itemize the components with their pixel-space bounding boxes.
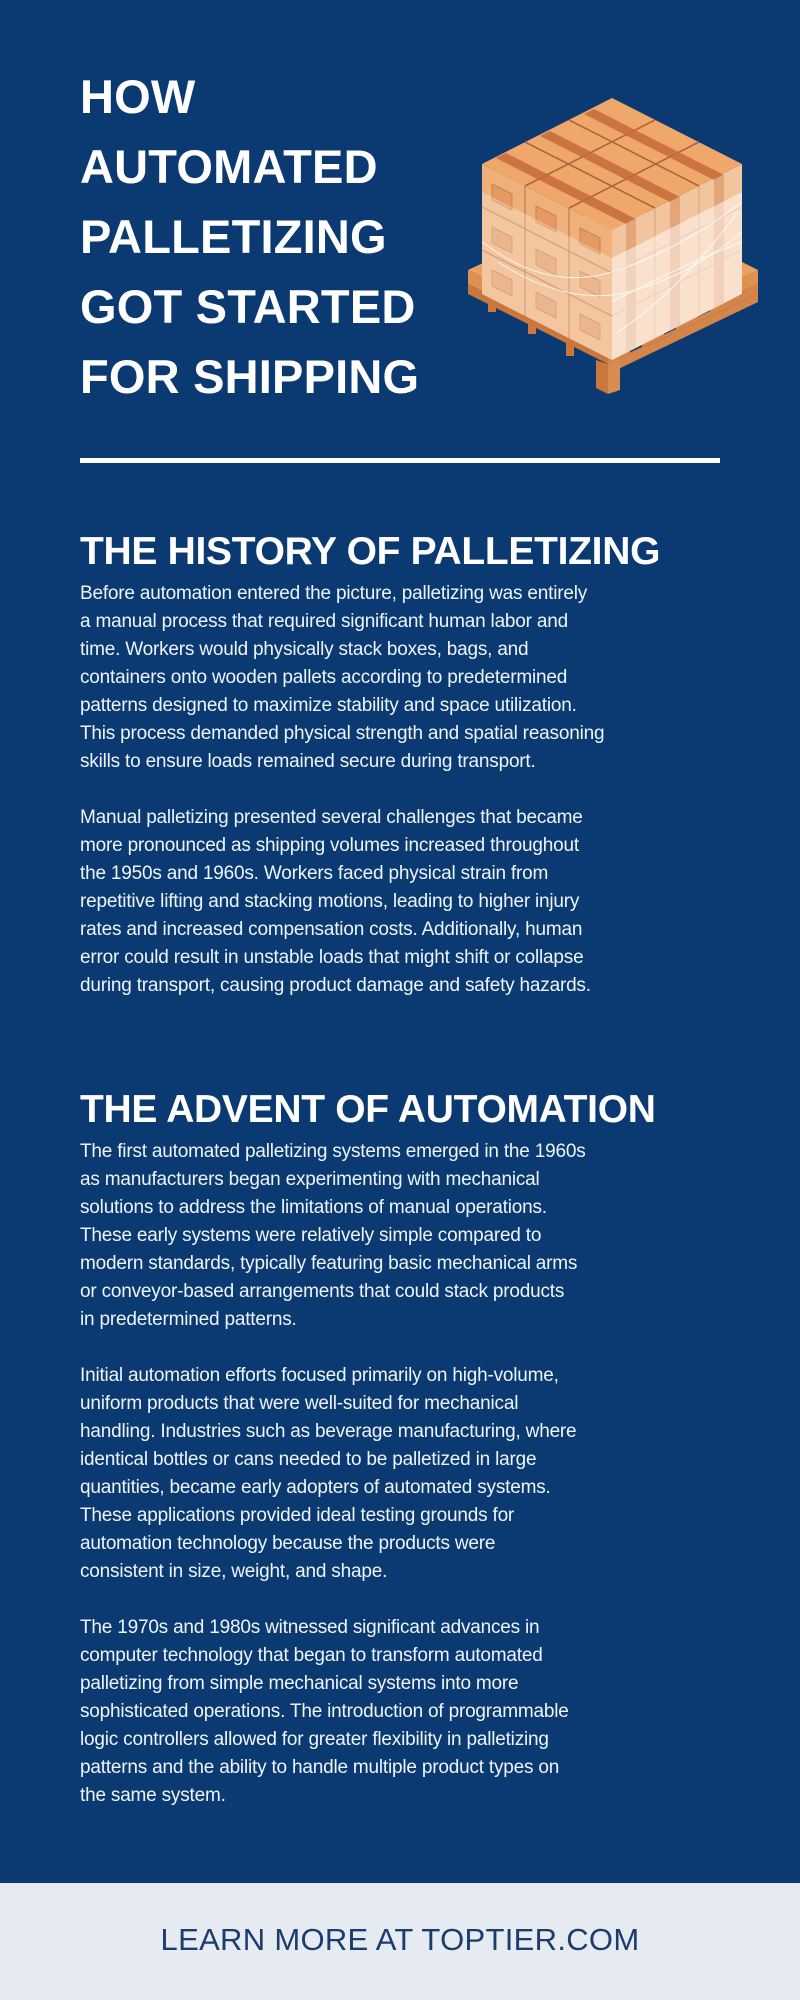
text-line: modern standards, typically featuring basic mechanical arms	[80, 1253, 578, 1274]
footer	[0, 1883, 800, 2000]
text-line: patterns and the ability to handle multiple product types on	[80, 1757, 560, 1778]
text-line: Initial automation efforts focused primarily on high-volume,	[80, 1365, 559, 1386]
text-line: consistent in size, weight, and shape.	[80, 1561, 388, 1582]
text-line: These applications provided ideal testing grounds for	[80, 1505, 515, 1526]
text-line: computer technology that began to transform automated	[80, 1645, 543, 1666]
title-line: GOT STARTED	[80, 280, 416, 333]
paragraph	[80, 1138, 730, 1334]
text-line: error could result in unstable loads that might shift or collapse	[80, 947, 584, 968]
text-line: The 1970s and 1980s witnessed significant advances in	[80, 1617, 540, 1638]
paragraph	[80, 1362, 730, 1586]
text-line: during transport, causing product damage and safety hazards.	[80, 975, 591, 996]
text-line: the same system.	[80, 1785, 226, 1806]
page-title	[80, 62, 460, 412]
text-line: This process demanded physical strength and spatial reasoning	[80, 723, 605, 744]
text-line: or conveyor-based arrangements that could stack products	[80, 1281, 565, 1302]
text-line: handling. Industries such as beverage manufacturing, where	[80, 1421, 577, 1442]
text-line: a manual process that required significant human labor and	[80, 611, 568, 632]
text-line: time. Workers would physically stack boxes, bags, and	[80, 639, 529, 660]
text-line: sophisticated operations. The introduction of programmable	[80, 1701, 569, 1722]
title-line: FOR SHIPPING	[80, 350, 420, 403]
title-line: PALLETIZING	[80, 210, 387, 263]
text-line: The first automated palletizing systems emerged in the 1960s	[80, 1141, 586, 1162]
text-line: as manufacturers began experimenting with mechanical	[80, 1169, 540, 1190]
text-line: the 1950s and 1960s. Workers faced physical strain from	[80, 863, 549, 884]
text-line: patterns designed to maximize stability and space utilization.	[80, 695, 577, 716]
section-heading: THE HISTORY OF PALLETIZING	[80, 530, 661, 573]
paragraph	[80, 804, 730, 1000]
learn-more-link[interactable]: LEARN MORE AT TOPTIER.COM	[160, 1921, 640, 1957]
text-line: Manual palletizing presented several challenges that became	[80, 807, 583, 828]
text-line: in predetermined patterns.	[80, 1309, 297, 1330]
title-line: HOW	[80, 70, 196, 123]
text-line: logic controllers allowed for greater flexibility in palletizing	[80, 1729, 549, 1750]
paragraph	[80, 1614, 730, 1810]
text-line: uniform products that were well-suited for mechanical	[80, 1393, 519, 1414]
text-line: more pronounced as shipping volumes increased throughout	[80, 835, 579, 856]
text-line: identical bottles or cans needed to be palletized in large	[80, 1449, 537, 1470]
title-line: AUTOMATED	[80, 140, 378, 193]
text-line: containers onto wooden pallets according to predetermined	[80, 667, 568, 688]
text-line: These early systems were relatively simple compared to	[80, 1225, 542, 1246]
section-divider	[80, 458, 720, 463]
text-line: quantities, became early adopters of automated systems.	[80, 1477, 551, 1498]
text-line: palletizing from simple mechanical systems into more	[80, 1673, 519, 1694]
section-automation	[80, 1088, 730, 1810]
text-line: automation technology because the products were	[80, 1533, 496, 1554]
shrink-wrapped-pallet-icon	[468, 92, 758, 397]
text-line: rates and increased compensation costs. Additionally, human	[80, 919, 583, 940]
text-line: skills to ensure loads remained secure during transport.	[80, 751, 536, 772]
text-line: Before automation entered the picture, palletizing was entirely	[80, 583, 588, 604]
text-line: repetitive lifting and stacking motions, leading to higher injury	[80, 891, 580, 912]
section-heading: THE ADVENT OF AUTOMATION	[80, 1088, 656, 1131]
section-history	[80, 530, 730, 1000]
paragraph	[80, 580, 730, 776]
text-line: solutions to address the limitations of manual operations.	[80, 1197, 547, 1218]
